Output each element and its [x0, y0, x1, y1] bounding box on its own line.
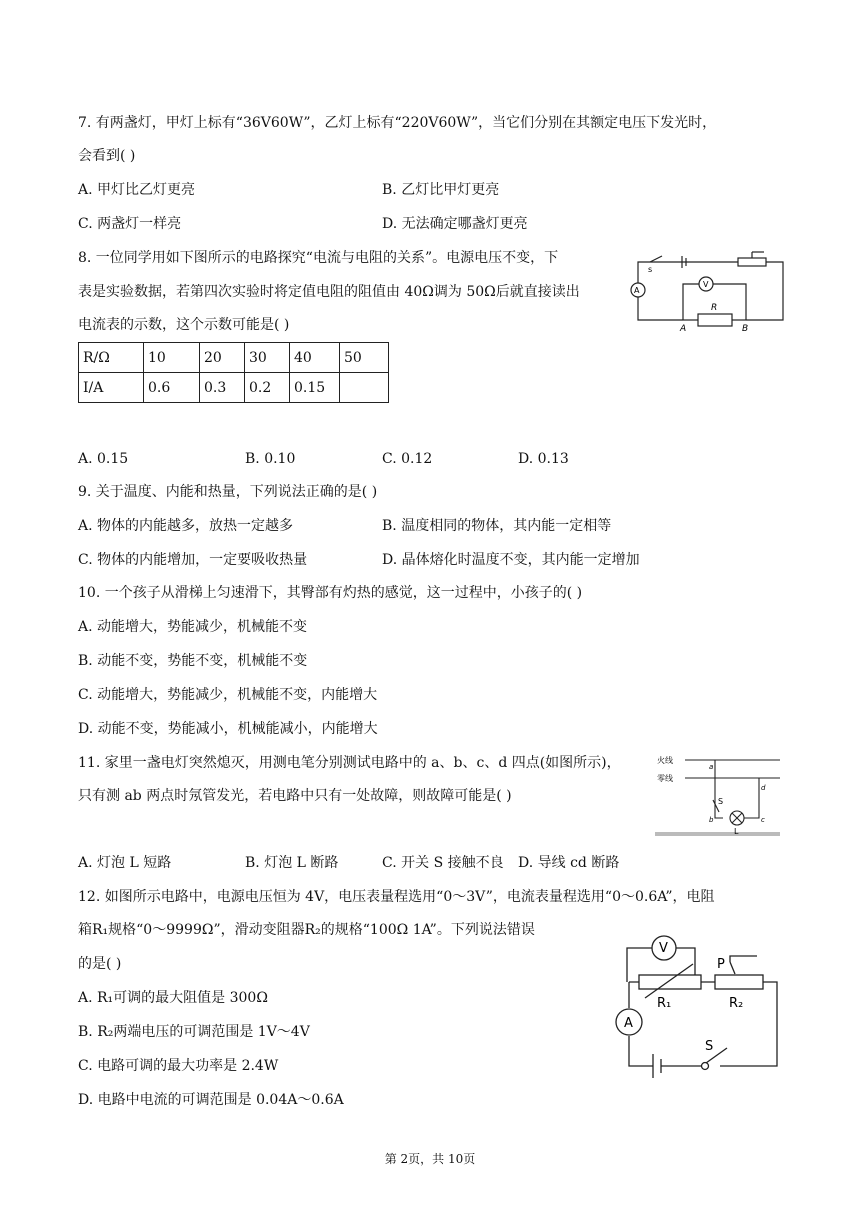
q8-fig-switch-label: s: [648, 265, 653, 274]
table-cell: 0.15: [290, 373, 340, 403]
q11-fig-b: b: [709, 816, 714, 824]
q12-stem-line1: 12. 如图所示电路中，电源电压恒为 4V，电压表量程选用“0～3V”，电流表量程选用“0～0.6A”，电阻: [78, 889, 715, 905]
table-row: [79, 373, 389, 403]
q8-option-c[interactable]: C. 0.12: [382, 451, 433, 467]
q8-circuit-diagram: [628, 248, 788, 333]
q12-stem-line2: 箱R₁规格“0～9999Ω”，滑动变阻器R₂的规格“100Ω 1A”。下列说法错误: [78, 922, 535, 938]
q7-option-b[interactable]: B. 乙灯比甲灯更亮: [382, 182, 500, 198]
q9-option-c[interactable]: C. 物体的内能增加，一定要吸收热量: [78, 552, 308, 568]
q8-data-table: [78, 342, 389, 403]
q11-fig-l: L: [734, 827, 739, 836]
q7-option-d[interactable]: D. 无法确定哪盏灯更亮: [382, 216, 528, 232]
q11-stem-line1: 11. 家里一盏电灯突然熄灭，用测电笔分别测试电路中的 a、b、c、d 四点(如图所示)，: [78, 755, 621, 771]
q8-stem-line3: 电流表的示数，这个示数可能是( ): [78, 317, 290, 333]
q8-fig-voltmeter-label: V: [703, 280, 709, 289]
q12-option-a[interactable]: A. R₁可调的最大阻值是 300Ω: [78, 990, 268, 1006]
q7-option-c[interactable]: C. 两盏灯一样亮: [78, 216, 182, 232]
table-row: [79, 343, 389, 373]
q8-stem-line2: 表是实验数据，若第四次实验时将定值电阻的阻值由 40Ω调为 50Ω后就直接读出: [78, 284, 580, 300]
q12-fig-ammeter-label: A: [624, 1016, 633, 1031]
q11-fig-c: c: [761, 816, 765, 824]
table-cell: 0.2: [245, 373, 290, 403]
q11-fig-d: d: [761, 784, 766, 792]
q11-option-b[interactable]: B. 灯泡 L 断路: [245, 855, 339, 871]
table-cell: R/Ω: [79, 343, 144, 373]
page-footer: 第 2页，共 10页: [384, 1152, 476, 1166]
q7-stem-line2: 会看到( ): [78, 148, 136, 164]
q12-fig-s-label: S: [705, 1039, 714, 1054]
q12-stem-line3: 的是( ): [78, 956, 122, 972]
table-cell: 50: [340, 343, 389, 373]
q8-fig-point-a: A: [680, 324, 687, 333]
q8-fig-point-b: B: [742, 324, 749, 333]
q8-option-b[interactable]: B. 0.10: [245, 451, 296, 467]
q9-option-d[interactable]: D. 晶体熔化时温度不变，其内能一定增加: [382, 552, 640, 568]
q12-option-c[interactable]: C. 电路可调的最大功率是 2.4W: [78, 1058, 279, 1074]
q8-fig-resistor-label: R: [711, 303, 718, 313]
q12-fig-voltmeter-label: V: [659, 941, 668, 956]
q12-fig-r2-label: R₂: [729, 996, 744, 1011]
q11-fig-a: a: [709, 763, 714, 771]
q12-circuit-diagram: [605, 928, 790, 1083]
q12-option-b[interactable]: B. R₂两端电压的可调范围是 1V～4V: [78, 1024, 310, 1040]
q10-stem: 10. 一个孩子从滑梯上匀速滑下，其臀部有灼热的感觉，这一过程中，小孩子的( ): [78, 585, 583, 601]
q12-fig-r1-label: R₁: [657, 996, 672, 1011]
q11-stem-line2: 只有测 ab 两点时氖管发光，若电路中只有一处故障，则故障可能是( ): [78, 788, 512, 804]
table-cell: 40: [290, 343, 340, 373]
q10-option-b[interactable]: B. 动能不变，势能不变，机械能不变: [78, 653, 308, 669]
table-cell: 10: [144, 343, 200, 373]
table-cell: 0.6: [144, 373, 200, 403]
q11-circuit-diagram: [655, 752, 783, 838]
q8-fig-ammeter-label: A: [634, 286, 640, 295]
q9-stem: 9. 关于温度、内能和热量，下列说法正确的是( ): [78, 484, 378, 500]
q9-option-a[interactable]: A. 物体的内能越多，放热一定越多: [78, 518, 294, 534]
q10-option-c[interactable]: C. 动能增大，势能减少，机械能不变，内能增大: [78, 687, 378, 703]
table-cell: 30: [245, 343, 290, 373]
q8-stem-line1: 8. 一位同学用如下图所示的电路探究“电流与电阻的关系”。电源电压不变，下: [78, 250, 559, 266]
q8-option-a[interactable]: A. 0.15: [78, 451, 129, 467]
q11-fig-base: [655, 832, 780, 836]
q11-option-c[interactable]: C. 开关 S 接触不良: [382, 855, 504, 871]
q10-option-d[interactable]: D. 动能不变，势能减小，机械能减小，内能增大: [78, 721, 378, 737]
table-cell: 20: [200, 343, 245, 373]
q12-fig-p-label: P: [717, 957, 725, 972]
table-cell: [340, 373, 389, 403]
q12-option-d[interactable]: D. 电路中电流的可调范围是 0.04A～0.6A: [78, 1092, 344, 1108]
table-cell: I/A: [79, 373, 144, 403]
q7-stem-line1: 7. 有两盏灯，甲灯上标有“36V60W”，乙灯上标有“220V60W”，当它们分别在其额定电压下发光时，: [78, 115, 717, 131]
q10-option-a[interactable]: A. 动能增大，势能减少，机械能不变: [78, 619, 308, 635]
q11-option-a[interactable]: A. 灯泡 L 短路: [78, 855, 172, 871]
q7-option-a[interactable]: A. 甲灯比乙灯更亮: [78, 182, 196, 198]
q11-option-d[interactable]: D. 导线 cd 断路: [518, 855, 620, 871]
q11-fig-fire-label: 火线: [657, 756, 673, 765]
q11-fig-s: S: [718, 797, 724, 806]
q8-option-d[interactable]: D. 0.13: [518, 451, 569, 467]
table-cell: 0.3: [200, 373, 245, 403]
q9-option-b[interactable]: B. 温度相同的物体，其内能一定相等: [382, 518, 612, 534]
q11-fig-zero-label: 零线: [657, 774, 673, 783]
